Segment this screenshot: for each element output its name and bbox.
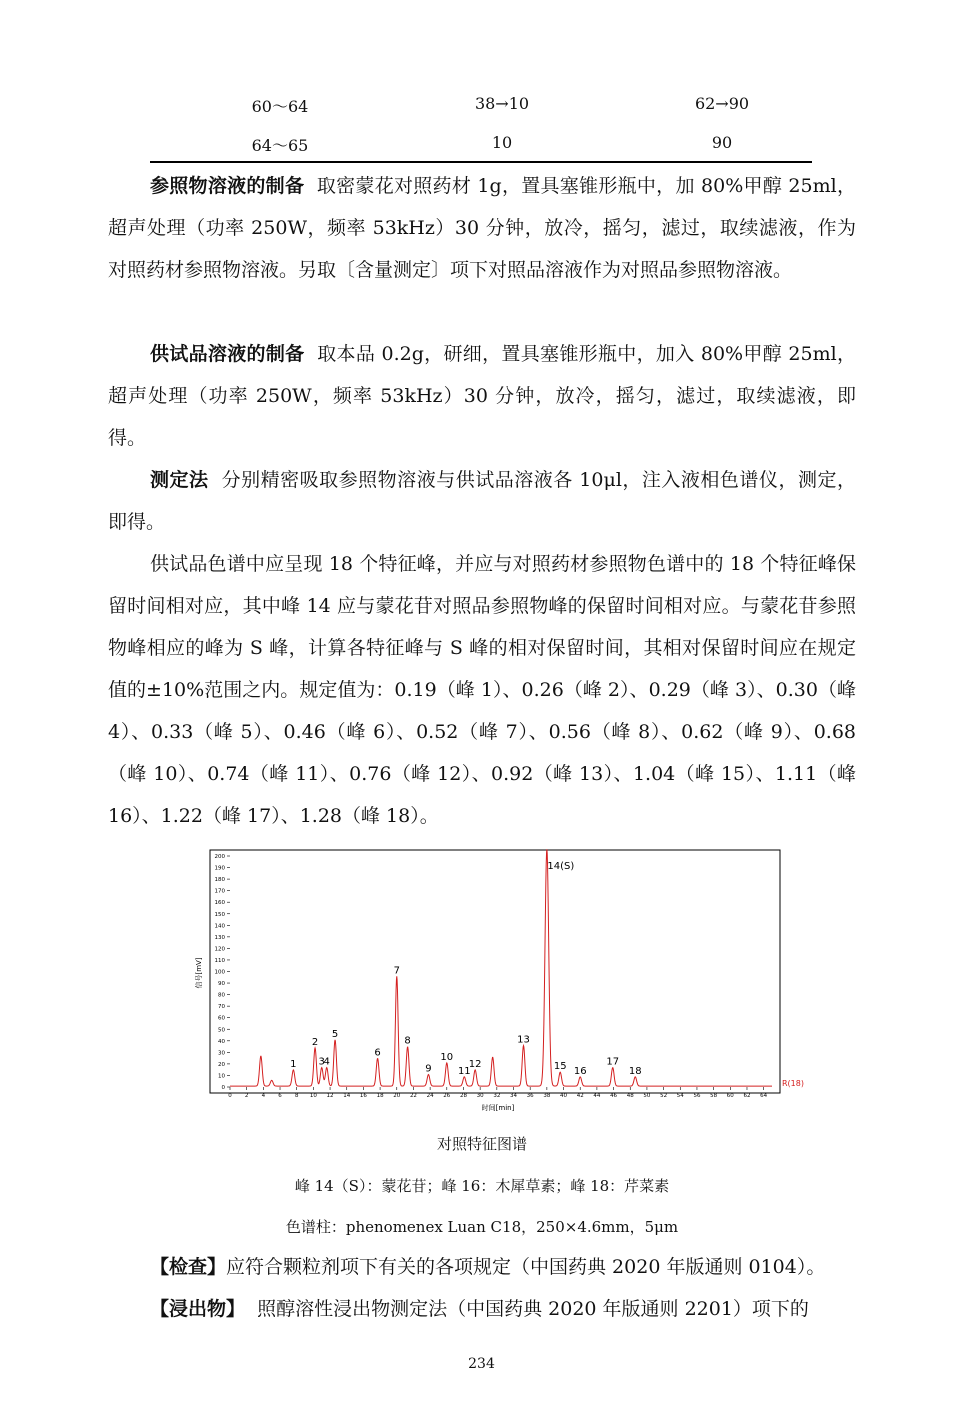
page-number: 234 [468,1356,495,1372]
x-tick-label: 52 [660,1093,668,1099]
peak-label: 7 [393,965,400,977]
reference-solution-paragraph [108,165,856,291]
y-tick-label: 130 [214,934,225,941]
y-tick-label: 110 [214,957,225,964]
peak-label: 3 [318,1056,325,1068]
y-tick-label: 0 [221,1085,225,1091]
x-tick-label: 34 [510,1093,518,1099]
y-tick-label: 50 [218,1027,225,1034]
paragraph-text: 取密蒙花对照药材 1g，置具塞锥形瓶中，加 80%甲醇 25ml，超声处理（功率 250W，频率 53kHz）30 分钟，放冷，摇匀，滤过，取续滤液，作为对照药材参照物溶液。另取〔含量测定〕项下对照品溶液作为对照品参照物溶液。 [108,175,856,281]
peak-label: 17 [606,1056,620,1068]
table-cell: 90 [711,133,733,152]
y-axis-label: 信号[mV] [195,957,203,989]
table-cell: 10 [491,133,513,152]
x-tick-label: 10 [309,1093,317,1099]
table-cell: 64～65 [251,136,309,155]
x-tick-label: 50 [643,1093,651,1099]
y-tick-label: 150 [214,911,225,918]
peak-label: 5 [331,1028,339,1040]
x-tick-label: 44 [593,1093,601,1099]
x-axis-label: 时间[min] [481,1104,515,1112]
peak-label: 12 [468,1058,482,1070]
x-tick-label: 6 [278,1093,282,1099]
x-tick-label: 54 [676,1093,684,1099]
peak-label: 4 [323,1056,330,1068]
x-tick-label: 42 [576,1093,584,1099]
y-tick-label: 60 [218,1015,225,1022]
peak-label: 8 [404,1035,411,1047]
x-tick-label: 40 [560,1093,568,1099]
paragraph-text: 照醇溶性浸出物测定法（中国药典 2020 年版通则 2201）项下的 [257,1298,809,1320]
test-solution-paragraph [108,333,856,459]
y-tick-label: 170 [214,888,225,895]
x-tick-label: 30 [476,1093,484,1099]
x-tick-label: 8 [294,1093,299,1099]
x-tick-label: 32 [493,1093,501,1099]
x-tick-label: 22 [409,1093,417,1099]
check-paragraph [108,1246,856,1288]
table-row [150,94,812,118]
x-tick-label: 20 [393,1093,401,1099]
y-tick-label: 200 [214,854,225,860]
y-tick-label: 100 [214,969,225,976]
x-tick-label: 26 [443,1093,451,1099]
extract-paragraph [108,1288,856,1330]
chromatogram-chart [190,848,804,1118]
peak-label: 15 [553,1061,567,1073]
y-tick-label: 70 [218,1004,225,1011]
peak-label: 13 [517,1034,530,1046]
peak-label: 16 [573,1065,587,1077]
y-tick-label: 140 [214,923,225,930]
peak-identification-note: 峰 14（S）：蒙花苷；峰 16：木犀草素；峰 18：芹菜素 [294,1177,670,1195]
x-tick-label: 64 [760,1093,768,1099]
table-cell: 38→10 [474,94,530,113]
y-tick-label: 180 [214,877,225,884]
section-heading: 【检查】 [150,1256,227,1278]
paragraph-text: 取本品 0.2g，研细，置具塞锥形瓶中，加入 80%甲醇 25ml，超声处理（功率 250W，频率 53kHz）30 分钟，放冷，摇匀，滤过，取续滤液，即得。 [108,343,856,449]
section-heading: 【浸出物】 [150,1298,246,1320]
paragraph-text: 应符合颗粒剂项下有关的各项规定（中国药典 2020 年版通则 0104）。 [226,1256,826,1278]
peak-label: 1 [290,1058,297,1070]
peak-label: 2 [311,1036,319,1048]
x-tick-label: 14 [343,1093,351,1099]
table-row [150,133,812,157]
section-heading: 供试品溶液的制备 [150,343,305,365]
peak-label: 6 [374,1047,381,1059]
x-tick-label: 60 [726,1093,734,1099]
peak-label: 9 [425,1063,432,1075]
y-tick-label: 120 [214,946,225,953]
table-cell: 60～64 [251,97,309,116]
x-tick-label: 48 [626,1093,634,1099]
peak-label: 11 [457,1065,471,1077]
x-tick-label: 28 [459,1093,467,1099]
y-tick-label: 190 [214,865,225,872]
section-heading: 测定法 [150,469,209,491]
x-tick-label: 56 [693,1093,701,1099]
x-tick-label: 12 [326,1093,334,1099]
chart-caption: 对照特征图谱 [436,1135,527,1153]
x-tick-label: 36 [526,1093,534,1099]
y-tick-label: 40 [218,1038,225,1045]
peak-label: 14(S) [547,861,575,872]
y-tick-label: 30 [218,1050,225,1057]
y-tick-label: 90 [218,981,225,988]
x-tick-label: 38 [543,1093,551,1099]
x-tick-label: 4 [261,1093,266,1099]
table-cell: 62→90 [694,94,750,113]
x-tick-label: 2 [244,1093,249,1099]
trace-label: R(18) [782,1079,804,1088]
y-tick-label: 160 [214,900,225,907]
x-tick-label: 0 [228,1093,232,1099]
paragraph-text: 供试品色谱中应呈现 18 个特征峰，并应与对照药材参照物色谱中的 18 个特征峰保留时间相对应，其中峰 14 应与蒙花苷对照品参照物峰的保留时间相对应。与蒙花苷参照物峰相应的峰为 S 峰，计算各特征峰与 S 峰的相对保留时间，其相对保留时间应在规定值的±10%范围之内。规定值为：0.19（峰 1）、0.26（峰 2）、0.29（峰 3）、0.30（峰 4）、0.33（峰 5）、0.46（峰 6）、0.52（峰 7）、0.56（峰 8）、0.62（峰 9）、0.68（峰 10）、0.74（峰 11）、0.76（峰 12）、0.92（峰 13）、1.04（峰 15）、1.11（峰 16）、1.22（峰 17）、1.28（峰 18）。 [108,553,856,827]
paragraph-text: 分别精密吸取参照物溶液与供试品溶液各 10μl，注入液相色谱仪，测定，即得。 [108,469,856,533]
x-tick-label: 24 [426,1093,434,1099]
result-paragraph [108,543,856,837]
table-bottom-rule [150,161,812,163]
method-paragraph [108,459,856,543]
peak-label: 18 [628,1065,642,1077]
peak-label: 10 [440,1051,454,1063]
x-tick-label: 62 [743,1093,751,1099]
y-tick-label: 80 [218,992,225,999]
plot-frame [210,850,780,1093]
x-tick-label: 16 [359,1093,367,1099]
x-tick-label: 18 [376,1093,384,1099]
section-heading: 参照物溶液的制备 [150,175,305,197]
y-tick-label: 20 [218,1061,225,1068]
column-note: 色谱柱：phenomenex Luan C18，250×4.6mm，5μm [285,1218,679,1236]
x-tick-label: 46 [610,1093,618,1099]
x-tick-label: 58 [710,1093,718,1099]
y-tick-label: 10 [218,1073,225,1080]
